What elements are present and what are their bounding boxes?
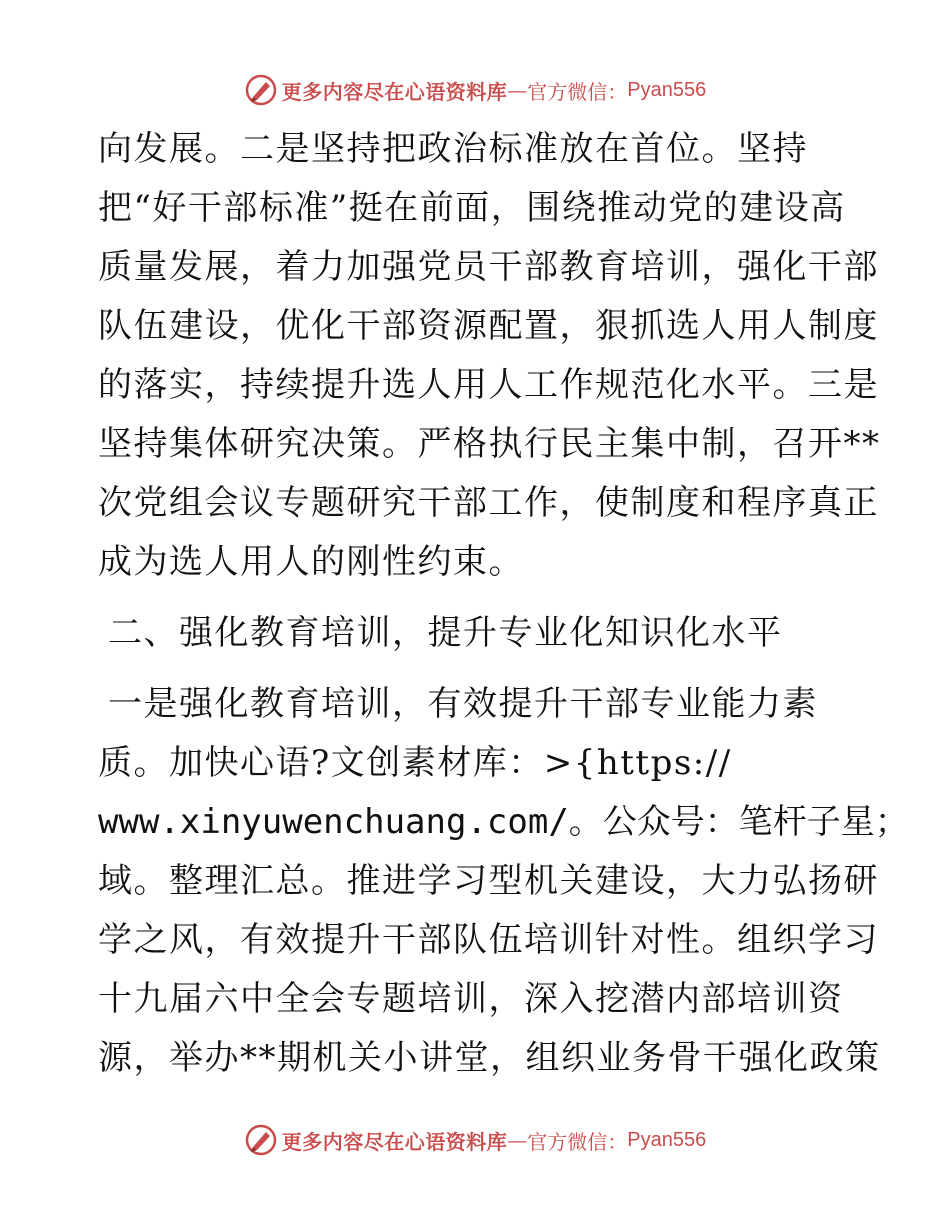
section-heading: 二、强化教育培训，提升专业化知识化水平	[108, 613, 783, 653]
text-line: 坚持集体研究决策。严格执行民主集中制，召开**	[98, 424, 881, 464]
header-watermark-banner	[0, 70, 950, 110]
text-line: 源，举办**期机关小讲堂，组织业务骨干强化政策	[98, 1038, 881, 1078]
banner-wechat-label: 官方微信：	[527, 79, 628, 104]
banner-wechat-label: 官方微信：	[527, 1129, 628, 1154]
banner-dash: —	[507, 78, 528, 102]
banner-wechat-id: Pyan556	[627, 1128, 707, 1151]
banner-text: 更多内容尽在心语资料库	[281, 79, 508, 104]
text-line: 向发展。二是坚持把政治标准放在首位。坚持	[98, 129, 808, 169]
text-line: 的落实，持续提升选人用人工作规范化水平。三是	[98, 365, 879, 405]
text-line: 次党组会议专题研究干部工作，使制度和程序真正	[98, 483, 879, 523]
pen-logo-icon	[244, 1123, 278, 1157]
banner-text: 更多内容尽在心语资料库	[281, 1129, 508, 1154]
banner-dash: —	[507, 1128, 528, 1152]
text-line: 域。整理汇总。推进学习型机关建设，大力弘扬研	[98, 861, 879, 901]
text-line: 质。加快心语?文创素材库：>{https://	[98, 743, 732, 783]
text-line: 十九届六中全会专题培训，深入挖潜内部培训资	[98, 979, 844, 1019]
banner-wechat-id: Pyan556	[627, 78, 707, 101]
url-line: www.xinyuwenchuang.com/。公众号：笔杆子星；	[98, 802, 909, 842]
footer-watermark-banner	[0, 1120, 950, 1160]
text-line: 队伍建设，优化干部资源配置，狠抓选人用人制度	[98, 306, 879, 346]
text-line: 质量发展，着力加强党员干部教育培训，强化干部	[98, 247, 879, 287]
text-line: 把“好干部标准”挺在前面，围绕推动党的建设高	[98, 188, 846, 228]
pen-logo-icon	[244, 73, 278, 107]
text-line: 学之风，有效提升干部队伍培训针对性。组织学习	[98, 920, 879, 960]
text-line: 成为选人用人的刚性约束。	[98, 542, 524, 582]
text-line: 一是强化教育培训，有效提升干部专业能力素	[108, 684, 818, 724]
document-body	[98, 120, 909, 1088]
